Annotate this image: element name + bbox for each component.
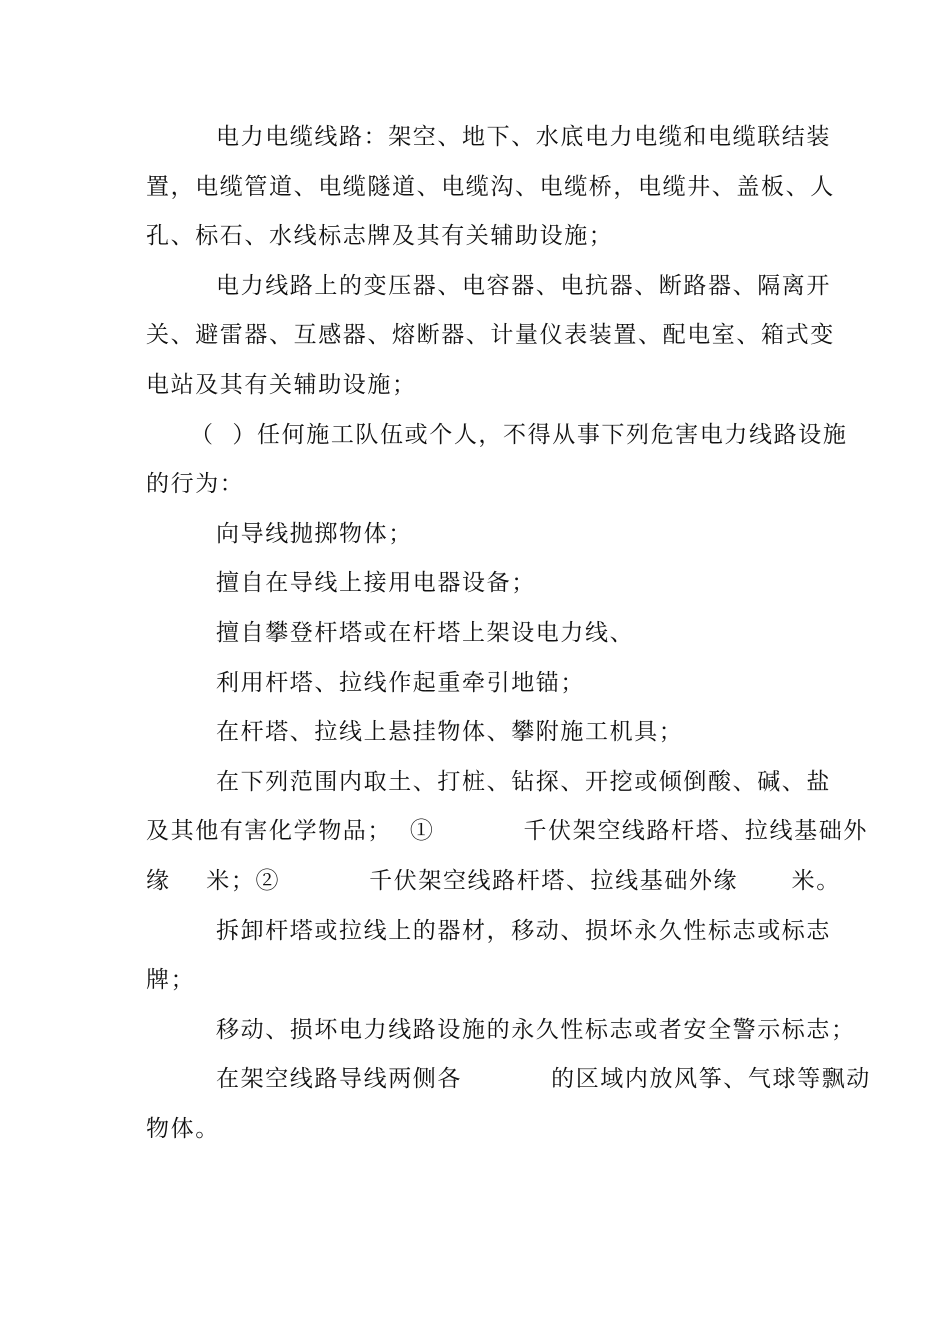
text-line: 及其他有害化学物品； ① 千伏架空线路杆塔、拉线基础外 bbox=[146, 818, 868, 844]
text-line: 的行为： bbox=[146, 471, 245, 497]
text-line: 擅自在导线上接用电器设备； bbox=[216, 570, 536, 596]
text-line: 关、避雷器、互感器、熔断器、计量仪表装置、配电室、箱式变 bbox=[146, 322, 835, 348]
text-line: 孔、标石、水线标志牌及其有关辅助设施； bbox=[146, 223, 614, 249]
text-line: 移动、损坏电力线路设施的永久性标志或者安全警示标志； bbox=[216, 1017, 856, 1043]
text-line: 电站及其有关辅助设施； bbox=[146, 372, 417, 398]
text-line: （ ）任何施工队伍或个人，不得从事下列危害电力线路设施 bbox=[190, 422, 848, 448]
text-line: 拆卸杆塔或拉线上的器材，移动、损坏永久性标志或标志 bbox=[216, 918, 831, 944]
text-line: 在下列范围内取土、打桩、钻探、开挖或倾倒酸、碱、盐 bbox=[216, 769, 831, 795]
text-line: 电力电缆线路：架空、地下、水底电力电缆和电缆联结装 bbox=[216, 124, 831, 150]
text-line: 缘 米；② 千伏架空线路杆塔、拉线基础外缘 米。 bbox=[146, 868, 841, 894]
text-line: 在架空线路导线两侧各 的区域内放风筝、气球等飘动 bbox=[216, 1066, 871, 1092]
text-line: 擅自攀登杆塔或在杆塔上架设电力线、 bbox=[216, 620, 635, 646]
text-line: 向导线抛掷物体； bbox=[216, 521, 413, 547]
text-line: 电力线路上的变压器、电容器、电抗器、断路器、隔离开 bbox=[216, 273, 831, 299]
text-line: 牌； bbox=[146, 967, 196, 993]
text-line: 置，电缆管道、电缆隧道、电缆沟、电缆桥，电缆井、盖板、人 bbox=[146, 174, 835, 200]
text-line: 物体。 bbox=[146, 1116, 220, 1142]
text-line: 在杆塔、拉线上悬挂物体、攀附施工机具； bbox=[216, 719, 684, 745]
text-line: 利用杆塔、拉线作起重牵引地锚； bbox=[216, 670, 585, 696]
